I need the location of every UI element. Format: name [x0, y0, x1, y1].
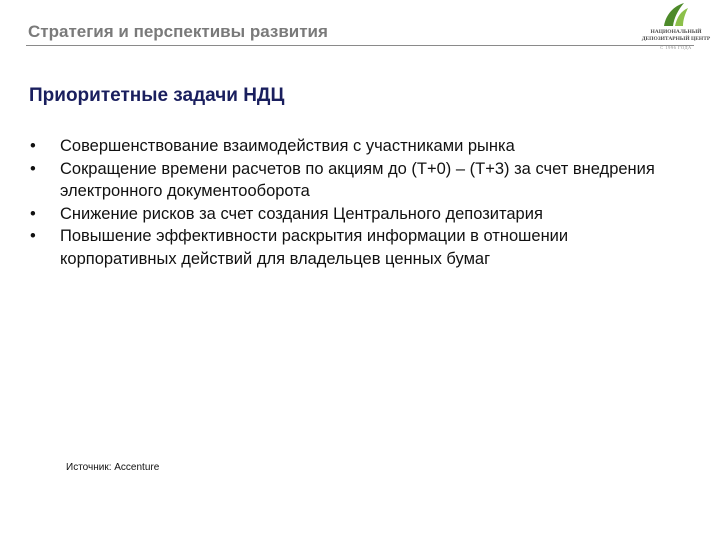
section-title: Приоритетные задачи НДЦ: [29, 85, 285, 106]
logo-tagline: С 1996 ГОДА: [660, 45, 692, 50]
header-title: Стратегия и перспективы развития: [28, 22, 328, 41]
bullet-icon: •: [30, 204, 36, 223]
bullet-icon: •: [30, 159, 36, 178]
list-item-text: Повышение эффективности раскрытия информации в отношении корпоративных действий для владельцев ценных бумаг: [60, 227, 569, 268]
list-item: [30, 158, 670, 203]
priority-list: [30, 135, 670, 270]
bullet-icon: •: [30, 137, 36, 155]
company-logo: [634, 2, 718, 60]
list-item-text: Совершенствование взаимодействия с участниками рынка: [60, 137, 515, 155]
ndc-leaf-logo-icon: [660, 2, 690, 28]
list-item: [30, 135, 670, 158]
list-item-text: Сокращение времени расчетов по акциям до (Т+0) – (Т+3) за счет внедрения электронного документооборота: [60, 159, 655, 200]
header-divider: [26, 45, 694, 46]
list-item: [30, 203, 670, 226]
source-note: Источник: Accenture: [66, 462, 160, 473]
bullet-icon: •: [30, 227, 36, 245]
logo-text-line2: ДЕПОЗИТАРНЫЙ ЦЕНТР: [641, 36, 711, 42]
list-item-text: Снижение рисков за счет создания Центрального депозитария: [60, 204, 543, 223]
slide-header: [0, 0, 720, 52]
list-item: [30, 225, 670, 270]
logo-text-line1: НАЦИОНАЛЬНЫЙ: [650, 29, 702, 35]
